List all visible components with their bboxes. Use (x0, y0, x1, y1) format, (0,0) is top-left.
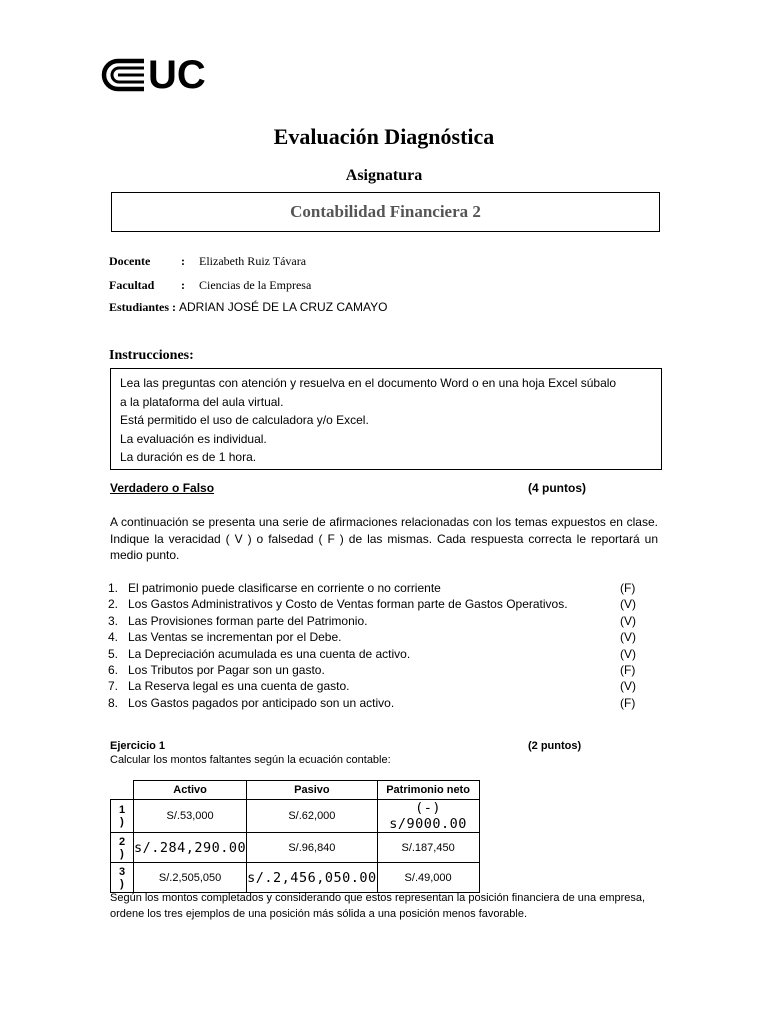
exercise-points: (2 puntos) (528, 740, 582, 752)
pasivo-cell-answer: s/.2,456,050.00 (247, 863, 377, 893)
exercise-heading: Ejercicio 1 (110, 740, 166, 752)
item-number: 6. (107, 662, 118, 677)
exercise-closing-text: Según los montos completados y considerando que estos representan la posición financiera de una empresa, ordene los tres ejemplos de una posición más sólida a una posición menos favorable. (110, 892, 646, 920)
estudiantes-label: Estudiantes : (109, 300, 177, 314)
item-answer: (V) (620, 679, 636, 694)
exercise-subtitle: Calcular los montos faltantes según la ecuación contable: (110, 754, 391, 766)
item-text: Las Ventas se incrementan por el Debe. (128, 630, 342, 645)
item-answer: (V) (620, 613, 636, 628)
true-false-list (104, 580, 664, 711)
list-item (104, 613, 664, 629)
row-number (111, 863, 134, 893)
row-number-digit: 2 (118, 835, 126, 848)
subject-name: Contabilidad Financiera 2 (290, 202, 481, 221)
item-text: La Depreciación acumulada es una cuenta de activo. (128, 646, 411, 661)
item-answer: (F) (620, 695, 636, 710)
column-header: Activo (134, 781, 247, 800)
item-answer: (V) (620, 630, 636, 645)
true-false-points: (4 puntos) (528, 481, 586, 495)
row-number-paren: ) (120, 877, 124, 890)
patrimonio-cell: S/.187,450 (377, 833, 479, 863)
item-text: Las Provisiones forman parte del Patrimonio. (128, 613, 368, 628)
instruction-line: a la plataforma del aula virtual. (120, 394, 284, 409)
equation-table (110, 780, 480, 893)
list-item (104, 596, 664, 612)
table-row (111, 863, 480, 893)
patrimonio-cell-answer: (-) s/9000.00 (377, 800, 479, 833)
item-number: 3. (107, 613, 118, 628)
facultad-colon: : (181, 278, 185, 292)
row-number-paren: ) (120, 816, 124, 828)
activo-cell-answer: s/.284,290.00 (134, 833, 247, 863)
facultad-value: Ciencias de la Empresa (199, 278, 312, 292)
page-title: Evaluación Diagnóstica (273, 124, 495, 149)
instruction-line: La evaluación es individual. (120, 431, 267, 446)
item-number: 2. (107, 597, 118, 612)
pasivo-cell: S/.96,840 (247, 833, 377, 863)
item-answer: (V) (620, 597, 636, 612)
table-row (111, 833, 480, 863)
list-item (104, 662, 664, 678)
item-answer: (F) (620, 662, 636, 677)
uc-logo-icon (100, 58, 148, 92)
list-item (104, 629, 664, 645)
logo-text: UC (148, 53, 206, 97)
instructions-heading: Instrucciones: (109, 348, 194, 363)
patrimonio-cell: S/.49,000 (377, 863, 479, 893)
item-text: Los Tributos por Pagar son un gasto. (128, 662, 325, 677)
instruction-line: Lea las preguntas con atención y resuelva en el documento Word o en una hoja Excel súbalo (120, 376, 617, 390)
list-item (104, 646, 664, 662)
item-number: 5. (107, 646, 118, 661)
docente-colon: : (181, 254, 185, 268)
subject-box (111, 192, 660, 232)
docente-label: Docente (109, 254, 151, 268)
item-number: 8. (107, 695, 118, 710)
item-number: 1. (107, 581, 118, 595)
estudiantes-value: ADRIAN JOSÉ DE LA CRUZ CAMAYO (179, 300, 388, 314)
row-number (111, 800, 134, 833)
item-number: 7. (107, 679, 118, 694)
item-answer: (F) (620, 581, 636, 595)
activo-cell: S/.53,000 (134, 800, 247, 833)
true-false-heading: Verdadero o Falso (110, 481, 215, 495)
docente-value: Elizabeth Ruiz Távara (199, 254, 307, 268)
pasivo-cell: S/.62,000 (247, 800, 377, 833)
row-number-digit: 1 (118, 804, 126, 816)
corner-cell (111, 781, 134, 800)
docente-row (109, 254, 306, 269)
item-answer: (V) (620, 646, 636, 661)
table-row (111, 800, 480, 833)
instructions-box (110, 368, 662, 470)
item-text: El patrimonio puede clasificarse en corriente o no corriente (128, 581, 441, 595)
subject-label: Asignatura (345, 167, 423, 184)
list-item (104, 695, 664, 711)
item-text: Los Gastos Administrativos y Costo de Ventas forman parte de Gastos Operativos. (128, 597, 568, 612)
activo-cell: S/.2,505,050 (134, 863, 247, 893)
item-number: 4. (107, 630, 118, 645)
facultad-label: Facultad (109, 278, 155, 292)
row-number-digit: 3 (118, 865, 126, 878)
column-header: Pasivo (247, 781, 377, 800)
column-header: Patrimonio neto (377, 781, 479, 800)
item-text: Los Gastos pagados por anticipado son un activo. (128, 695, 395, 710)
true-false-intro: A continuación se presenta una serie de afirmaciones relacionadas con los temas expuestos en clase. Indique la veracidad ( V ) o falsedad ( F ) de las mismas. Cada respuesta correcta le reportará un medio punto. (110, 515, 658, 562)
instruction-line: La duración es de 1 hora. (120, 450, 257, 465)
table-header-row (111, 781, 480, 800)
uc-logo (100, 53, 220, 97)
item-text: La Reserva legal es una cuenta de gasto. (128, 679, 350, 694)
list-item (104, 580, 664, 596)
row-number (111, 833, 134, 863)
instruction-line: Está permitido el uso de calculadora y/o Excel. (120, 413, 369, 428)
row-number-paren: ) (120, 847, 124, 860)
facultad-row (109, 278, 311, 293)
list-item (104, 678, 664, 694)
estudiantes-row (109, 300, 388, 315)
